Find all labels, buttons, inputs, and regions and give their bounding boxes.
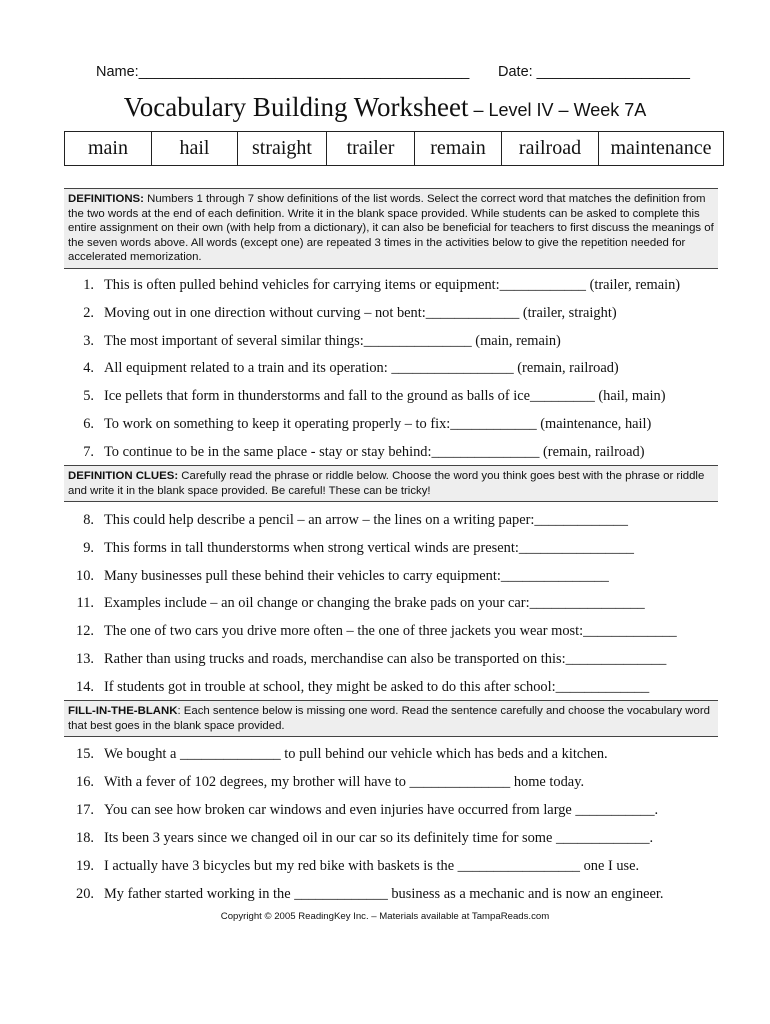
question-text[interactable]: Rather than using trucks and roads, merchandise can also be transported on this:______________ (104, 651, 667, 667)
question-item (64, 303, 724, 323)
question-text[interactable]: I actually have 3 bicycles but my red bike with baskets is the _________________ one I use. (104, 858, 640, 874)
question-item (64, 331, 724, 351)
question-text[interactable]: To continue to be in the same place - stay or stay behind:_______________ (remain, railroad) (104, 444, 645, 460)
question-text[interactable]: You can see how broken car windows and even injuries have occurred from large ___________. (104, 802, 659, 818)
question-number: 15. (76, 746, 94, 762)
worksheet-level: – Level IV – Week 7A (468, 100, 647, 120)
question-item (64, 856, 724, 876)
question-number: 16. (76, 774, 94, 790)
question-number: 4. (83, 360, 94, 376)
question-number: 12. (76, 623, 94, 639)
question-text[interactable]: Ice pellets that form in thunderstorms and fall to the ground as balls of ice_________ (hail, main) (104, 388, 666, 404)
question-item (64, 386, 724, 406)
copyright-footer: Copyright © 2005 ReadingKey Inc. – Materials available at TampaReads.com (220, 911, 550, 922)
question-item (64, 800, 724, 820)
word-cell: hail (152, 132, 238, 166)
question-item (64, 649, 724, 669)
question-item (64, 510, 724, 530)
question-item (64, 593, 724, 613)
question-item (64, 677, 724, 697)
word-cell: remain (415, 132, 502, 166)
date-field[interactable]: Date: ___________________ (498, 64, 690, 80)
clues-text: Carefully read the phrase or riddle below. Choose the word you think goes best with the phrase or riddle and write it in the blank space provided. Be careful! These can be tricky! (68, 470, 705, 497)
clues-instructions (64, 465, 718, 502)
question-number: 9. (83, 540, 94, 556)
question-number: 20. (76, 886, 94, 902)
word-cell: maintenance (599, 132, 724, 166)
clues-heading: DEFINITION CLUES: (68, 470, 179, 482)
definitions-heading: DEFINITIONS: (68, 193, 144, 205)
question-item (64, 744, 724, 764)
word-cell: trailer (327, 132, 415, 166)
question-number: 7. (83, 444, 94, 460)
question-number: 3. (83, 333, 94, 349)
fill-instructions (64, 700, 718, 737)
question-text[interactable]: This could help describe a pencil – an arrow – the lines on a writing paper:_____________ (104, 512, 628, 528)
question-text[interactable]: To work on something to keep it operating properly – to fix:____________ (maintenance, hail) (104, 416, 652, 432)
question-number: 17. (76, 802, 94, 818)
question-number: 2. (83, 305, 94, 321)
question-text[interactable]: The one of two cars you drive more often – the one of three jackets you wear most:_____________ (104, 623, 677, 639)
fill-heading: FILL-IN-THE-BLANK (68, 705, 178, 717)
question-item (64, 566, 724, 586)
question-item (64, 358, 724, 378)
question-number: 8. (83, 512, 94, 528)
question-text[interactable]: We bought a ______________ to pull behind our vehicle which has beds and a kitchen. (104, 746, 608, 762)
question-number: 6. (83, 416, 94, 432)
question-text[interactable]: This forms in tall thunderstorms when strong vertical winds are present:________________ (104, 540, 634, 556)
definitions-text: Numbers 1 through 7 show definitions of the list words. Select the correct word that matches the definition from the two words at the end of each definition. Write it in the blank space provided. While students can be asked to complete this entire assignment on their own (with help from a dictionary), it can also be beneficial for teachers to first discuss the meanings of the seven words above. All words (except one) are repeated 3 times in the activities below to give the repetition needed for accelerated memorization. (68, 193, 714, 263)
question-item (64, 414, 724, 434)
question-text[interactable]: This is often pulled behind vehicles for carrying items or equipment:____________ (trailer, remain) (104, 277, 681, 293)
word-list-table (64, 131, 724, 166)
question-item (64, 538, 724, 558)
header-row (96, 64, 706, 86)
question-text[interactable]: The most important of several similar things:_______________ (main, remain) (104, 333, 561, 349)
page-title (0, 92, 770, 123)
worksheet-title: Vocabulary Building Worksheet (123, 92, 469, 122)
question-text[interactable]: All equipment related to a train and its operation: _________________ (remain, railroad) (104, 360, 619, 376)
question-number: 10. (76, 568, 94, 584)
question-number: 19. (76, 858, 94, 874)
question-item (64, 828, 724, 848)
question-text[interactable]: Moving out in one direction without curving – not bent:_____________ (trailer, straight) (104, 305, 617, 321)
question-text[interactable]: If students got in trouble at school, they might be asked to do this after school:_____________ (104, 679, 650, 695)
question-text[interactable]: With a fever of 102 degrees, my brother will have to ______________ home today. (104, 774, 585, 790)
question-text[interactable]: Many businesses pull these behind their vehicles to carry equipment:_______________ (104, 568, 609, 584)
fill-text: : Each sentence below is missing one word. Read the sentence carefully and choose the vocabulary word that best goes in the blank space provided. (68, 705, 710, 732)
question-item (64, 442, 724, 462)
question-text[interactable]: Its been 3 years since we changed oil in our car so its definitely time for some _____________. (104, 830, 654, 846)
question-number: 11. (76, 595, 94, 611)
question-item (64, 772, 724, 792)
question-number: 18. (76, 830, 94, 846)
question-number: 5. (83, 388, 94, 404)
definitions-instructions (64, 188, 718, 269)
question-number: 1. (83, 277, 94, 293)
question-item (64, 275, 724, 295)
question-item (64, 621, 724, 641)
question-number: 14. (76, 679, 94, 695)
name-field[interactable]: Name:_________________________________________ (96, 64, 470, 80)
question-item (64, 884, 724, 904)
question-text[interactable]: Examples include – an oil change or changing the brake pads on your car:________________ (104, 595, 645, 611)
question-number: 13. (76, 651, 94, 667)
word-cell: straight (238, 132, 327, 166)
word-cell: railroad (502, 132, 599, 166)
word-cell: main (65, 132, 152, 166)
question-text[interactable]: My father started working in the _____________ business as a mechanic and is now an engineer. (104, 886, 664, 902)
